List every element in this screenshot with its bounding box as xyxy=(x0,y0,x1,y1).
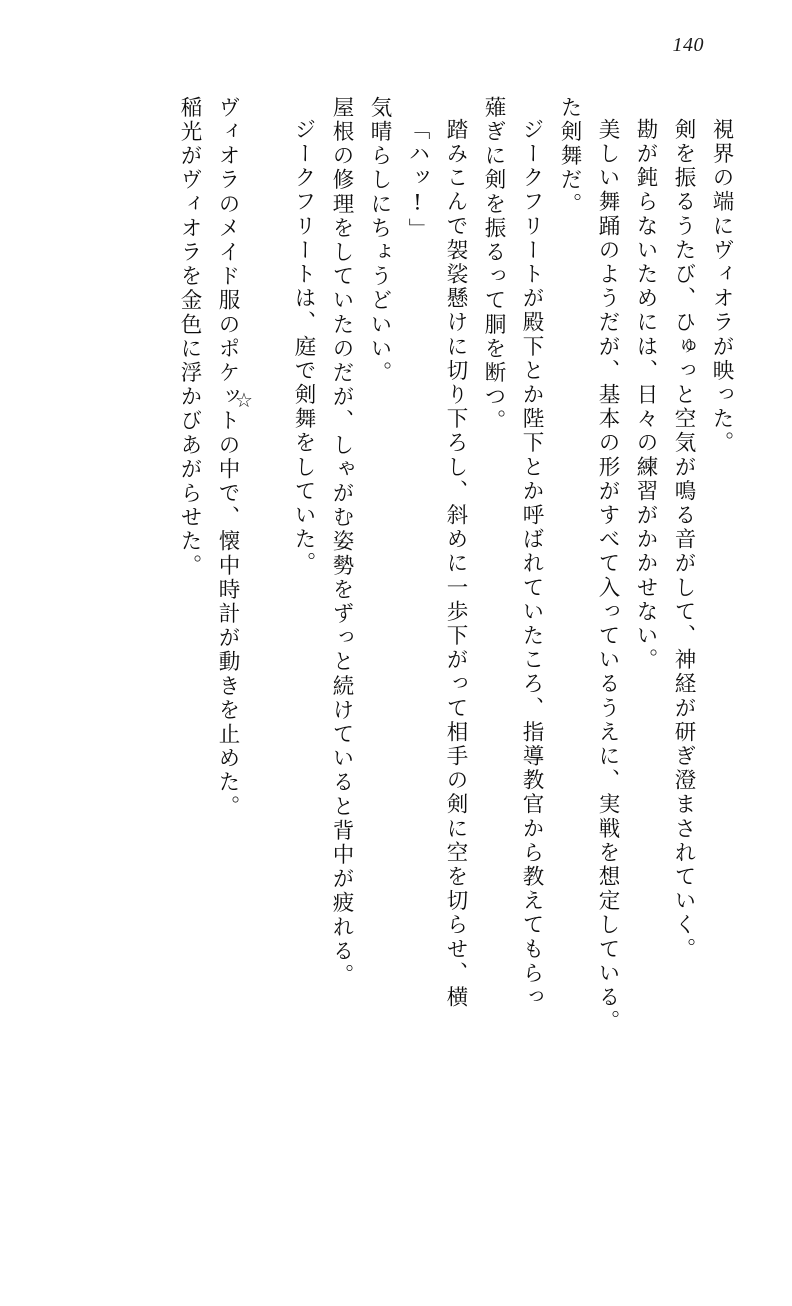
text-column: 剣を振るうたび、ひゅっと空気が鳴る音がして、神経が研ぎ澄まされていく。 xyxy=(671,118,696,962)
scene-separator xyxy=(235,96,276,1306)
star-icon: ☆ xyxy=(235,388,253,412)
text-column: ヴィオラのメイド服のポケットの中で、懐中時計が動きを止めた。 xyxy=(215,96,240,819)
vertical-text-block xyxy=(52,96,732,1156)
text-column: 「ハッ!」 xyxy=(405,118,430,242)
text-column: た剣舞だ。 xyxy=(557,96,582,217)
text-column: 踏みこんで袈裟懸けに切り下ろし、斜めに一歩下がって相手の剣に空を切らせ、横 xyxy=(443,118,468,1010)
text-column: 気晴らしにちょうどいい。 xyxy=(367,96,392,386)
text-column: 美しい舞踊のようだが、基本の形がすべて入っているうえに、実戦を想定している。 xyxy=(595,118,620,1034)
page-number: 140 xyxy=(672,34,704,56)
text-column: 薙ぎに剣を振るって胴を断つ。 xyxy=(481,96,506,434)
text-column: ジークフリートが殿下とか陛下とか呼ばれていたころ、指導教官から教えてもらっ xyxy=(519,118,544,1010)
text-column: 視界の端にヴィオラが映った。 xyxy=(709,118,734,456)
text-column: 稲光がヴィオラを金色に浮かびあがらせた。 xyxy=(177,96,202,578)
text-column: ジークフリートは、庭で剣舞をしていた。 xyxy=(291,118,316,576)
text-column: 屋根の修理をしていたのだが、しゃがむ姿勢をずっと続けていると背中が疲れる。 xyxy=(329,96,354,988)
text-column: 勘が鈍らないためには、日々の練習がかかせない。 xyxy=(633,118,658,673)
